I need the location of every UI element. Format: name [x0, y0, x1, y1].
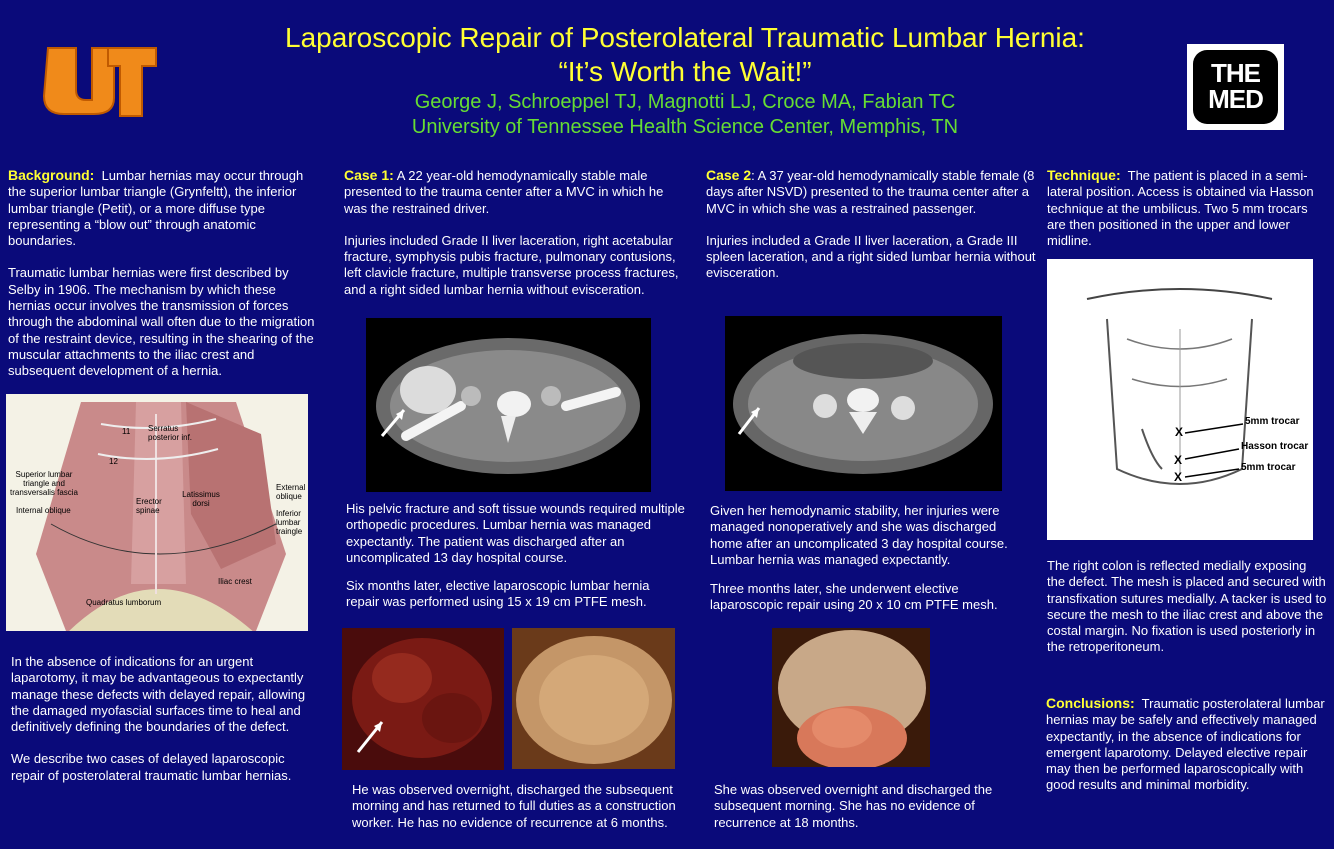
- case2-ct-scan: [725, 316, 1002, 491]
- trocar-mark-2: X: [1174, 453, 1183, 467]
- background-p2: Traumatic lumbar hernias were first described by Selby in 1906. The mechanism by which these hernias occur involves the transmission of forces through the abdominal wall often due to the migration of the restraint device, resulting in the shearing of the muscular attachments to the iliac crest and subsequent development of a hernia.: [8, 265, 315, 379]
- case2-p1: : A 37 year-old hemodynamically stable female (8 days after NSVD) presented to the trauma center after a MVC in which she was a restrained passenger.: [706, 168, 1035, 216]
- label-latissimus: Latissimus dorsi: [182, 490, 220, 508]
- case1-laparoscopy-photo2: [512, 628, 675, 769]
- trocar-label-1: 5mm trocar: [1245, 416, 1300, 427]
- conclusions-section: [1046, 695, 1328, 810]
- case1-section: [344, 167, 689, 314]
- authors: George J, Schroeppel TJ, Magnotti LJ, Croce MA, Fabian TC: [414, 91, 956, 113]
- trocar-mark-3: X: [1174, 470, 1183, 484]
- case1-section-2: [346, 501, 686, 627]
- case2-section: [706, 167, 1036, 298]
- technique-section-2: [1047, 558, 1327, 672]
- case2-p5: She was observed overnight and discharged the subsequent morning. She has no evidence of recurrence at 18 months.: [714, 782, 993, 830]
- case1-outcome: [352, 782, 697, 847]
- background-section: [8, 167, 320, 396]
- label-serratus: Serratus posterior inf.: [148, 424, 193, 442]
- label-rib12: 12: [109, 457, 118, 466]
- case1-p1: A 22 year-old hemodynamically stable male presented to the trauma center after a MVC in which he was the restrained driver.: [344, 168, 664, 216]
- conclusions-text: Traumatic posterolateral lumbar hernias may be safely and effectively managed expectantly, in the absence of indications for emergent laparotomy. Delayed elective repair may then be performed laparoscopically with good results and minimal morbidity.: [1046, 696, 1325, 793]
- case1-laparoscopy-photo1: [342, 628, 504, 770]
- case2-section-2: [710, 503, 1030, 630]
- case1-p3: His pelvic fracture and soft tissue wounds required multiple orthopedic procedures. Lumbar hernia was managed expectantly. The patient was discharged after an uncomplicated 13 day hospital course.: [346, 501, 685, 565]
- label-rib11: 11: [122, 427, 131, 436]
- trocar-mark-1: X: [1175, 425, 1184, 439]
- trocar-diagram: [1047, 259, 1313, 540]
- case1-heading: Case 1:: [344, 167, 394, 183]
- poster-title-line1: Laparoscopic Repair of Posterolateral Traumatic Lumbar Hernia:: [285, 22, 1085, 53]
- background-p3: In the absence of indications for an urgent laparotomy, it may be advantageous to expectantly manage these defects with delayed repair, allowing the damaged myofascial surfaces time to heal and definitively defining the boundaries of the defect.: [11, 654, 306, 735]
- case2-p3: Given her hemodynamic stability, her injuries were managed nonoperatively and she was discharged home after an uncomplicated 3 day hospital course. Lumbar hernia was managed expectantly.: [710, 503, 1008, 567]
- label-internal-oblique: Internal oblique: [16, 506, 71, 515]
- case2-p4: Three months later, she underwent elective laparoscopic repair using 20 x 10 cm PTFE mesh.: [710, 581, 998, 613]
- case2-laparoscopy-photo: [772, 628, 930, 767]
- label-quadratus: Quadratus lumborum: [86, 598, 162, 607]
- trocar-label-3: 5mm trocar: [1241, 462, 1296, 473]
- case2-heading: Case 2: [706, 167, 752, 183]
- background-p4: We describe two cases of delayed laparoscopic repair of posterolateral traumatic lumbar hernias.: [11, 751, 292, 783]
- background-p1: Lumbar hernias may occur through the superior lumbar triangle (Grynfeltt), the inferior lumbar triangle (Petit), or a more diffuse type representing a “blow out” through anatomic boundaries.: [8, 168, 304, 249]
- logo-line1: THE: [1211, 58, 1260, 88]
- technique-heading: Technique:: [1047, 167, 1121, 183]
- case1-p4: Six months later, elective laparoscopic lumbar hernia repair was performed using 15 x 19 cm PTFE mesh.: [346, 578, 650, 610]
- technique-section: [1047, 167, 1329, 265]
- background-section-2: [11, 654, 316, 800]
- case2-outcome: [714, 782, 1014, 847]
- logo-line2: MED: [1208, 84, 1263, 114]
- trocar-label-2: Hasson trocar: [1241, 441, 1309, 452]
- background-heading: Background:: [8, 167, 95, 183]
- technique-p2: The right colon is reflected medially exposing the defect. The mesh is placed and secured with transfixation sutures medially. A tacker is used to secure the mesh to the iliac crest and above the costal margin. No fixation is used posteriorly in the retroperitoneum.: [1047, 558, 1327, 655]
- the-med-logo: [1187, 44, 1284, 130]
- case1-p5: He was observed overnight, discharged the subsequent morning and has returned to full duties as a construction worker. He has no evidence of recurrence at 6 months.: [352, 782, 676, 830]
- technique-p1: The patient is placed in a semi-lateral position. Access is obtained via Hasson technique at the umbilicus. Two 5 mm trocars are then positioned in the upper and lower midline.: [1047, 168, 1314, 249]
- poster-title-line2: “It’s Worth the Wait!”: [558, 56, 812, 87]
- label-erector: Erector spinae: [136, 497, 162, 515]
- institution: University of Tennessee Health Science Center, Memphis, TN: [411, 116, 959, 138]
- label-iliac-crest: Iliac crest: [218, 577, 252, 586]
- label-inferior-triangle: Inferior lumbar traingle: [276, 509, 303, 536]
- label-external-oblique: External oblique: [276, 483, 306, 501]
- case2-p2: Injuries included a Grade II liver laceration, a Grade III spleen laceration, and a right sided lumbar hernia without evisceration.: [706, 232, 1036, 281]
- conclusions-heading: Conclusions:: [1046, 695, 1135, 711]
- label-superior-triangle: Superior lumbar triangle and transversalis fascia: [9, 470, 79, 497]
- case1-p2: Injuries included Grade II liver laceration, right acetabular fracture, symphysis pubis fracture, pulmonary contusions, left clavicle fracture, multiple transverse process fractures, and a right sided lumbar hernia without evisceration.: [344, 232, 679, 297]
- ut-logo: [42, 44, 158, 120]
- case1-ct-scan: [366, 318, 651, 492]
- anatomy-diagram: [6, 394, 308, 631]
